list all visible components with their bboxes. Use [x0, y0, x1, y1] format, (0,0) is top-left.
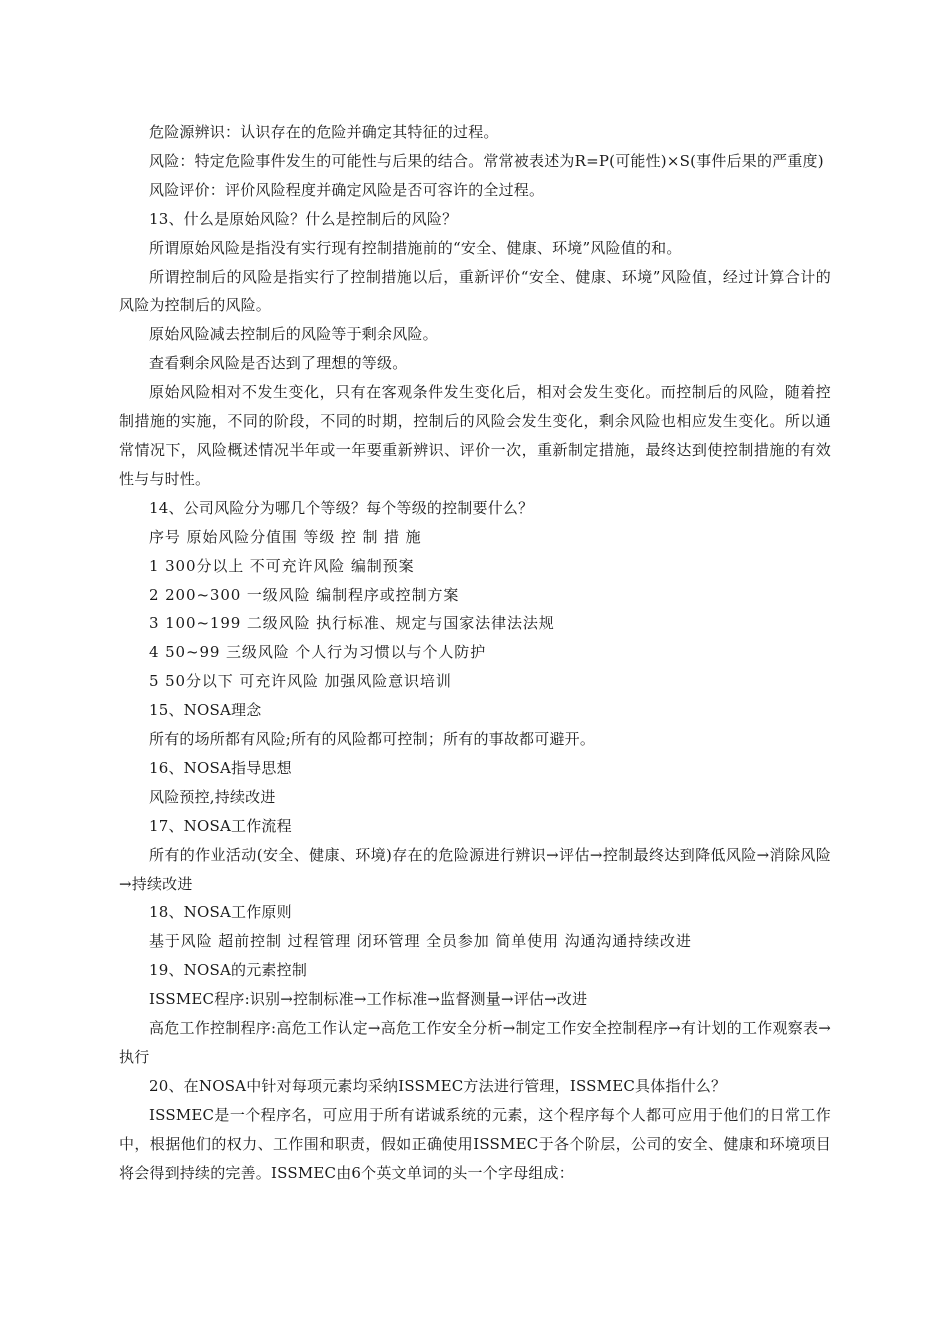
heading-nosa-guiding-idea: 16、NOSA指导思想 — [149, 758, 292, 777]
paragraph-original-risk: 所谓原始风险是指没有实行现有控制措施前的“安全、健康、环境”风险值的和。 — [149, 238, 682, 257]
risk-table-row-4: 4 50~99 三级风险 个人行为习惯以与个人防护 — [149, 643, 487, 662]
heading-question-14: 14、公司风险分为哪几个等级？每个等级的控制要什么？ — [149, 498, 534, 517]
paragraph-high-risk-procedure: 高危工作控制程序:高危工作认定→高危工作安全分析→制定工作安全控制程序→有计划的工作观察表→执行 — [119, 1019, 831, 1066]
risk-table-row-1: 1 300分以上 不可充许风险 编制预案 — [149, 556, 415, 575]
paragraph-issmec-procedure: ISSMEC程序:识别→控制标准→工作标准→监督测量→评估→改进 — [149, 990, 588, 1009]
paragraph-check-residual-risk: 查看剩余风险是否达到了理想的等级。 — [149, 354, 408, 373]
paragraph-nosa-guiding-idea: 风险预控,持续改进 — [149, 787, 276, 806]
heading-question-20: 20、在NOSA中针对每项元素均采纳ISSMEC方法进行管理，ISSMEC具体指什么？ — [149, 1076, 727, 1095]
heading-nosa-philosophy: 15、NOSA理念 — [149, 701, 262, 720]
paragraph-risk-change: 原始风险相对不发生变化，只有在客观条件发生变化后，相对会发生变化。而控制后的风险，随着控制措施的实施，不同的阶段，不同的时期，控制后的风险会发生变化，剩余风险也相应发生变化。所以通常情况下，风险概述情况半年或一年要重新辨识、评价一次，重新制定措施，最终达到使控制措施的有效性与与时性。 — [119, 383, 831, 488]
paragraph-issmec-definition: ISSMEC是一个程序名，可应用于所有诺诚系统的元素，这个程序每个人都可应用于他们的日常工作中，根据他们的权力、工作围和职责，假如正确使用ISSMEC于各个阶层，公司的安全、健康和环境项目将会得到持续的完善。ISSMEC由6个英文单词的头一个字母组成： — [119, 1105, 831, 1182]
paragraph-hazard-identification: 危险源辨识：认识存在的危险并确定其特征的过程。 — [149, 123, 499, 141]
paragraph-nosa-philosophy: 所有的场所都有风险;所有的风险都可控制；所有的事故都可避开。 — [149, 730, 596, 749]
paragraph-residual-risk: 原始风险减去控制后的风险等于剩余风险。 — [149, 325, 438, 344]
risk-table-row-3: 3 100~199 二级风险 执行标准、规定与国家法律法法规 — [149, 614, 555, 633]
paragraph-risk-assessment: 风险评价：评价风险程度并确定风险是否可容许的全过程。 — [149, 180, 545, 199]
heading-question-13: 13、什么是原始风险？什么是控制后的风险？ — [149, 209, 458, 228]
heading-nosa-element-control: 19、NOSA的元素控制 — [149, 961, 308, 980]
paragraph-nosa-principles: 基于风险 超前控制 过程管理 闭环管理 全员参加 简单使用 沟通沟通持续改进 — [149, 932, 692, 951]
heading-nosa-principles: 18、NOSA工作原则 — [149, 903, 292, 922]
paragraph-nosa-workflow: 所有的作业活动(安全、健康、环境)存在的危险源进行辨识→评估→控制最终达到降低风险→消除风险→持续改进 — [119, 845, 831, 893]
paragraph-risk-definition: 风险：特定危险事件发生的可能性与后果的结合。常常被表述为R=P(可能性)×S(事件后果的严重度) — [149, 151, 824, 170]
document-body — [119, 118, 831, 1188]
risk-table-header: 序号 原始风险分值围 等级 控 制 措 施 — [149, 527, 422, 546]
paragraph-controlled-risk: 所谓控制后的风险是指实行了控制措施以后，重新评价“安全、健康、环境”风险值，经过计算合计的风险为控制后的风险。 — [119, 267, 831, 315]
heading-nosa-workflow: 17、NOSA工作流程 — [149, 816, 292, 835]
risk-table-row-5: 5 50分以下 可充许风险 加强风险意识培训 — [149, 672, 452, 691]
risk-table-row-2: 2 200~300 一级风险 编制程序或控制方案 — [149, 585, 460, 604]
